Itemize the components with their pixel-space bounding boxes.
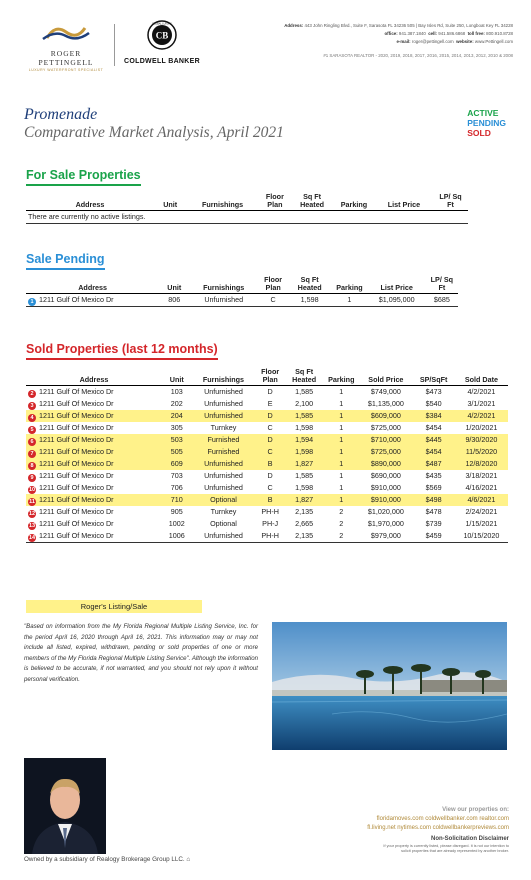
office-address: 443 John Ringling Blvd., Suite F, Sarasota FL 34236 505 | Bay Isles Rd, Suite 250, Longboat Key FL 34228 [304, 23, 513, 28]
price-cell: $1,970,000 [367, 519, 404, 529]
pending-table [26, 276, 458, 307]
price-cell: $890,000 [359, 458, 412, 470]
unit-cell: 503 [162, 434, 192, 446]
col-list-price: List Price [375, 193, 433, 211]
page-subtitle: Comparative Market Analysis, April 2021 [24, 124, 284, 141]
address-label: Address: [284, 23, 304, 28]
property-photo [272, 622, 507, 750]
furnishings-cell: Unfurnished [192, 458, 256, 470]
sqft-cell: 1,598 [295, 423, 314, 433]
office-phone[interactable]: 941.387.1840 [398, 31, 426, 37]
cell-label: cell: [428, 31, 438, 37]
sold-heading-text: Sold Properties (last 12 months) [26, 342, 218, 356]
legend-pending: PENDING [467, 118, 506, 128]
pending-header-row [26, 276, 458, 294]
office-label: office: [384, 31, 398, 37]
unit-cell: 706 [170, 483, 183, 493]
psf-cell: $454 [412, 446, 454, 458]
coldwell-banker-logo [120, 20, 204, 68]
pin-number-icon: 1 [28, 298, 36, 306]
address-text: 1211 Gulf Of Mexico Dr [39, 295, 114, 304]
for-sale-heading [26, 168, 141, 186]
parking-cell: 1 [339, 471, 344, 481]
col-address: Address [26, 276, 159, 294]
psf-cell: $473 [425, 387, 442, 397]
address-cell [26, 458, 162, 470]
awards-line: #1 SARASOTA REALTOR - 2020, 2019, 2018, 2017, 2016, 2015, 2014, 2013, 2012, 2010 & 2008 [323, 52, 513, 58]
price-cell: $609,000 [359, 410, 412, 422]
page-header [0, 0, 531, 72]
floor-plan-cell: PH-H [261, 507, 279, 517]
pin-number-icon: 12 [28, 511, 36, 517]
date-cell: 3/1/2021 [467, 399, 496, 409]
address-cell [26, 506, 162, 518]
pin-number-icon: 6 [28, 438, 36, 446]
address-text: 1211 Gulf Of Mexico Dr [39, 483, 114, 492]
parking-cell: 2 [339, 519, 344, 529]
address-text: 1211 Gulf Of Mexico Dr [39, 519, 114, 528]
floor-plan-cell: D [267, 387, 273, 397]
parking-cell: 1 [323, 446, 359, 458]
col-parking: Parking [331, 276, 368, 294]
col-sqft: Sq Ft Heated [288, 276, 331, 294]
psf-cell: $569 [425, 483, 442, 493]
table-row[interactable] [26, 446, 508, 458]
table-row[interactable] [26, 482, 508, 494]
col-furnishings: Furnishings [187, 193, 259, 211]
address-text: 1211 Gulf Of Mexico Dr [39, 387, 114, 396]
address-cell [26, 422, 162, 434]
price-cell: $910,000 [359, 494, 412, 506]
col-lp-sqft: LP/ Sq Ft [433, 193, 468, 211]
price-cell: $690,000 [370, 471, 401, 481]
date-cell: 11/5/2020 [455, 446, 508, 458]
floor-plan-cell: D [255, 410, 285, 422]
parking-cell: 1 [323, 410, 359, 422]
sqft-cell: 1,827 [285, 494, 323, 506]
sqft-cell: 1,585 [295, 471, 314, 481]
unit-cell: 1006 [162, 530, 192, 543]
pending-underline [26, 268, 105, 270]
table-row[interactable] [26, 398, 508, 410]
unit-cell: 204 [162, 410, 192, 422]
price-cell: $749,000 [370, 387, 401, 397]
price-cell: $725,000 [370, 423, 401, 433]
psf-cell: $498 [412, 494, 454, 506]
unit-cell: 505 [162, 446, 192, 458]
sqft-cell: 1,598 [288, 294, 331, 307]
col-address: Address [26, 193, 154, 211]
pin-number-icon: 8 [28, 462, 36, 470]
sold-header-row [26, 368, 508, 386]
legend-active: ACTIVE [467, 108, 499, 118]
col-floor-plan: Floor Plan [258, 276, 288, 294]
table-row[interactable] [26, 410, 508, 422]
sold-heading [26, 342, 218, 360]
tollfree-phone[interactable]: 800.910.8728 [486, 31, 513, 37]
address-text: 1211 Gulf Of Mexico Dr [39, 495, 114, 504]
pin-number-icon: 11 [29, 499, 35, 505]
pending-heading [26, 252, 105, 270]
date-cell: 10/15/2020 [455, 530, 508, 543]
unit-cell: 905 [170, 507, 183, 517]
price-cell: $725,000 [359, 446, 412, 458]
logo-divider [114, 24, 115, 66]
address-text: 1211 Gulf Of Mexico Dr [39, 471, 114, 480]
parking-cell: 1 [339, 423, 344, 433]
parking-cell: 1 [339, 483, 344, 493]
psf-cell: $445 [412, 434, 454, 446]
pin-number-icon: 9 [28, 474, 36, 482]
cb-seal-icon [147, 20, 177, 50]
furnishings-cell: Furnished [192, 434, 256, 446]
table-row[interactable] [26, 530, 508, 543]
property-links-row-2[interactable]: fl.living.net nytimes.com coldwellbankerpreviews.com [367, 825, 509, 831]
pin-number-icon: 2 [28, 390, 36, 398]
parking-cell: 1 [339, 399, 344, 409]
pin-number-icon: 14 [28, 535, 36, 541]
website-label: website: [456, 39, 474, 45]
col-furnishings: Furnishings [192, 368, 256, 386]
col-unit: Unit [159, 276, 189, 294]
pin-number-icon: 13 [28, 523, 36, 529]
floor-plan-cell: D [267, 471, 273, 481]
email-label: e-mail: [396, 39, 411, 45]
sqft-cell: 2,135 [295, 507, 314, 517]
psf-cell: $384 [412, 410, 454, 422]
ownership-text: Owned by a subsidiary of Realogy Brokerage Group LLC. [24, 856, 185, 863]
page-title: Promenade [24, 106, 98, 123]
non-solicitation-text-2: solicit properties that are already represented by another broker. [401, 849, 509, 853]
col-parking: Parking [323, 368, 359, 386]
psf-cell: $739 [425, 519, 442, 529]
view-properties-block [367, 806, 509, 854]
floor-plan-cell: C [258, 294, 288, 307]
address-text: 1211 Gulf Of Mexico Dr [39, 399, 114, 408]
address-cell [26, 530, 162, 543]
col-lp-sqft: LP/ Sq Ft [426, 276, 458, 294]
non-solicitation-text-1: If your property is currently listed, please disregard. It is not our intention to [383, 844, 509, 848]
floor-plan-cell: E [267, 399, 273, 409]
address-cell [26, 398, 162, 410]
psf-cell: $685 [426, 294, 458, 307]
sqft-cell: 2,665 [295, 519, 314, 529]
floor-plan-cell: B [255, 458, 285, 470]
date-cell: 4/2/2021 [467, 387, 496, 397]
sold-table-body [26, 386, 508, 543]
floor-plan-cell: PH-J [262, 519, 279, 529]
for-sale-header-row [26, 193, 468, 211]
sqft-cell: 1,594 [285, 434, 323, 446]
unit-cell: 806 [159, 294, 189, 307]
rogers-listing-legend: Roger's Listing/Sale [26, 600, 202, 613]
property-links-row-1[interactable]: floridamoves.com coldwellbanker.com realtor.com [376, 816, 509, 822]
price-cell: $1,020,000 [367, 507, 404, 517]
for-sale-table [26, 193, 468, 224]
col-sold-price: Sold Price [359, 368, 412, 386]
parking-cell: 1 [323, 458, 359, 470]
table-row[interactable] [26, 294, 458, 307]
website-link[interactable]: www.Pettingell.com [474, 39, 513, 45]
unit-cell: 202 [170, 399, 183, 409]
col-unit: Unit [162, 368, 192, 386]
col-floor-plan: Floor Plan [255, 368, 285, 386]
col-sqft: Sq Ft Heated [291, 193, 333, 211]
price-cell: $1,095,000 [368, 294, 426, 307]
furnishings-cell: Unfurnished [204, 387, 243, 397]
psf-cell: $478 [425, 507, 442, 517]
furnishings-cell: Optional [192, 494, 256, 506]
psf-cell: $487 [412, 458, 454, 470]
psf-cell: $435 [425, 471, 442, 481]
parking-cell: 2 [323, 530, 359, 543]
address-text: 1211 Gulf Of Mexico Dr [39, 411, 114, 420]
col-sold-date: Sold Date [455, 368, 508, 386]
date-cell: 4/6/2021 [455, 494, 508, 506]
furnishings-cell: Unfurnished [204, 483, 243, 493]
address-cell [26, 518, 162, 530]
furnishings-cell: Unfurnished [204, 399, 243, 409]
table-row[interactable] [26, 506, 508, 518]
furnishings-cell: Turnkey [210, 507, 237, 517]
furnishings-cell: Unfurnished [189, 294, 258, 307]
address-cell [26, 470, 162, 482]
unit-cell: 703 [170, 471, 183, 481]
date-cell: 9/30/2020 [455, 434, 508, 446]
price-cell: $1,135,000 [367, 399, 404, 409]
agent-portrait-image [24, 758, 106, 854]
price-cell: $979,000 [359, 530, 412, 543]
furnishings-cell: Furnished [192, 446, 256, 458]
address-cell [26, 294, 159, 307]
date-cell: 4/16/2021 [465, 483, 498, 493]
furnishings-cell: Unfurnished [192, 410, 256, 422]
col-address: Address [26, 368, 162, 386]
address-cell [26, 482, 162, 494]
sqft-cell: 2,100 [295, 399, 314, 409]
col-unit: Unit [154, 193, 187, 211]
date-cell: 3/18/2021 [465, 471, 498, 481]
sold-table [26, 368, 508, 543]
floor-plan-cell: B [255, 494, 285, 506]
col-sqft: Sq Ft Heated [285, 368, 323, 386]
col-parking: Parking [333, 193, 375, 211]
table-row[interactable] [26, 458, 508, 470]
col-list-price: List Price [368, 276, 426, 294]
pin-number-icon: 10 [28, 487, 36, 493]
floor-plan-cell: PH-H [255, 530, 285, 543]
psf-cell: $454 [425, 423, 442, 433]
sold-underline [26, 358, 218, 360]
legend-sold: SOLD [467, 128, 491, 138]
wave-logo-icon [41, 22, 91, 40]
mls-disclaimer: "Based on information from the My Florida Regional Multiple Listing Service, Inc. for the period April 16, 2020 through April 16, 2021. This information may or may not include all listed, expired, withdrawn, pending or sold properties of one or more members of the My Florida Regional Multiple Listing Service". Although the information is believed to be accurate, if not warranted, and you should not rely upon it without personal verification. [24, 623, 258, 683]
price-cell: $710,000 [359, 434, 412, 446]
date-cell: 4/2/2021 [455, 410, 508, 422]
pin-number-icon: 5 [28, 426, 36, 434]
address-cell [26, 386, 162, 399]
floor-plan-cell: C [255, 446, 285, 458]
furnishings-cell: Unfurnished [192, 530, 256, 543]
parking-cell: 1 [323, 434, 359, 446]
col-furnishings: Furnishings [189, 276, 258, 294]
table-row[interactable] [26, 470, 508, 482]
date-cell: 1/15/2021 [465, 519, 498, 529]
psf-cell: $459 [412, 530, 454, 543]
ownership-note [24, 856, 190, 863]
view-properties-title: View our properties on: [442, 807, 509, 813]
contact-info [213, 22, 513, 60]
sqft-cell: 1,585 [285, 410, 323, 422]
email-link[interactable]: roger@pettingell.com [411, 39, 454, 45]
pool-photo-image [272, 622, 507, 750]
address-text: 1211 Gulf Of Mexico Dr [39, 507, 114, 516]
unit-cell: 710 [162, 494, 192, 506]
floor-plan-cell: C [267, 483, 273, 493]
brand-name: ROGER PETTINGELL [38, 49, 94, 67]
date-cell: 1/20/2021 [465, 423, 498, 433]
pin-number-icon: 7 [28, 450, 36, 458]
unit-cell: 103 [170, 387, 183, 397]
table-row[interactable] [26, 422, 508, 434]
sqft-cell: 1,585 [295, 387, 314, 397]
furnishings-cell: Optional [210, 519, 237, 529]
furnishings-cell: Unfurnished [204, 471, 243, 481]
col-floor-plan: Floor Plan [259, 193, 292, 211]
furnishings-cell: Turnkey [210, 423, 237, 433]
table-row[interactable] [26, 434, 508, 446]
address-text: 1211 Gulf Of Mexico Dr [39, 459, 114, 468]
address-text: 1211 Gulf Of Mexico Dr [39, 447, 114, 456]
pin-number-icon: 3 [28, 402, 36, 410]
address-cell [26, 494, 162, 506]
status-legend [467, 108, 506, 138]
unit-cell: 1002 [168, 519, 185, 529]
table-row[interactable] [26, 386, 508, 399]
date-cell: 12/8/2020 [455, 458, 508, 470]
cb-seal-initials: CB [155, 30, 169, 41]
cell-phone[interactable]: 941.586.6868 [438, 31, 466, 37]
address-text: 1211 Gulf Of Mexico Dr [39, 531, 114, 540]
date-cell: 2/24/2021 [465, 507, 498, 517]
floor-plan-cell: D [255, 434, 285, 446]
roger-pettingell-logo [22, 22, 110, 72]
sqft-cell: 1,598 [295, 483, 314, 493]
table-row [26, 211, 468, 224]
address-text: 1211 Gulf Of Mexico Dr [39, 423, 114, 432]
non-solicitation-title: Non-Solicitation Disclaimer [430, 836, 509, 842]
address-cell [26, 434, 162, 446]
sqft-cell: 2,135 [285, 530, 323, 543]
parking-cell: 1 [339, 387, 344, 397]
price-cell: $910,000 [370, 483, 401, 493]
pin-number-icon: 4 [28, 414, 36, 422]
agent-headshot [24, 758, 106, 854]
parking-cell: 1 [323, 494, 359, 506]
floor-plan-cell: C [267, 423, 273, 433]
no-listings-message: There are currently no active listings. [26, 211, 468, 224]
brand-tagline: LUXURY WATERFRONT SPECIALIST [28, 68, 104, 72]
parking-cell: 1 [331, 294, 368, 307]
psf-cell: $540 [425, 399, 442, 409]
cb-name: COLDWELL BANKER [124, 58, 200, 65]
parking-cell: 2 [339, 507, 344, 517]
equal-housing-icon: ⌂ [186, 856, 191, 863]
for-sale-heading-text: For Sale Properties [26, 168, 141, 182]
address-cell [26, 410, 162, 422]
address-cell [26, 446, 162, 458]
cb-seal-text: GLOBAL LUXURY [152, 22, 172, 26]
tollfree-label: toll free: [467, 31, 485, 37]
col-sp-sqft: SP/SqFt [412, 368, 454, 386]
sqft-cell: 1,598 [285, 446, 323, 458]
sqft-cell: 1,827 [285, 458, 323, 470]
for-sale-underline [26, 184, 141, 186]
table-row[interactable] [26, 494, 508, 506]
address-text: 1211 Gulf Of Mexico Dr [39, 435, 114, 444]
unit-cell: 305 [170, 423, 183, 433]
unit-cell: 609 [162, 458, 192, 470]
pending-heading-text: Sale Pending [26, 252, 105, 266]
table-row[interactable] [26, 518, 508, 530]
